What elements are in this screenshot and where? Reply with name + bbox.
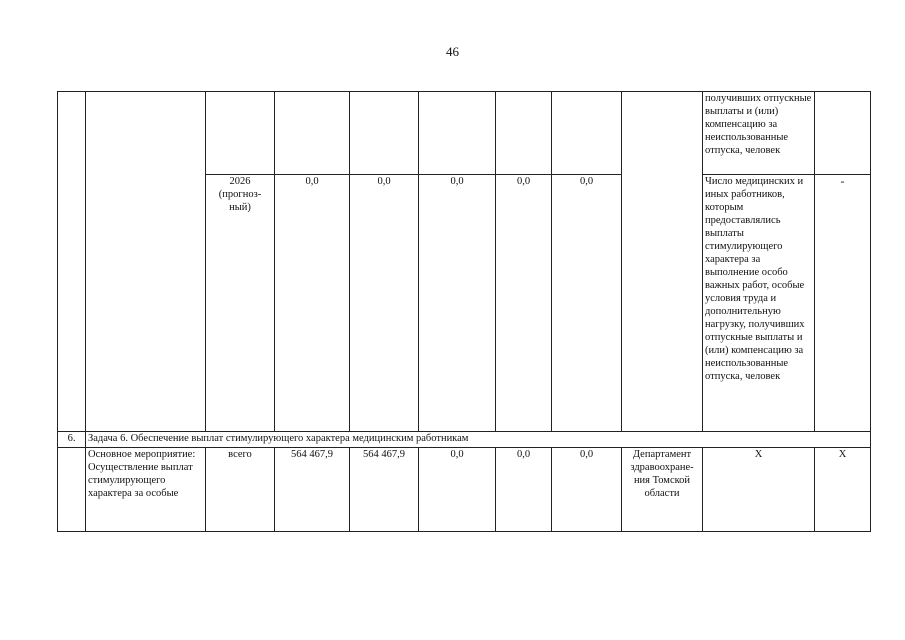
task-row: [58, 432, 871, 448]
target-cell: [815, 92, 871, 175]
executor-cell: Департамент здравоохране-ния Томской области: [622, 448, 703, 532]
page-number: 46: [446, 44, 459, 59]
target-cell: Х: [815, 448, 871, 532]
value-cell: [419, 92, 496, 175]
executor-cell: [622, 92, 703, 432]
row-number-cell: [58, 448, 86, 532]
value-cell: 0,0: [496, 448, 552, 532]
row-number-cell: [58, 92, 86, 432]
value-cell: 0,0: [552, 175, 622, 432]
value-cell: 564 467,9: [275, 448, 350, 532]
value-cell: [275, 92, 350, 175]
value-cell: 564 467,9: [350, 448, 419, 532]
value-cell: [350, 92, 419, 175]
value-cell: [496, 92, 552, 175]
value-cell: 0,0: [552, 448, 622, 532]
year-cell: [206, 92, 275, 175]
activity-name-cell: [86, 92, 206, 432]
indicator-cell: Число медицинских и иных работников, которым предоставлялись выплаты стимулирующего характера за выполнение особо важных работ, особые условия труда и дополнительную нагрузку, получивших отпускные выплаты и (или) компенсацию за неиспользованные отпуска, человек: [703, 175, 815, 432]
value-cell: 0,0: [419, 175, 496, 432]
table-row: [58, 92, 871, 175]
indicator-cell: получивших отпускные выплаты и (или) компенсацию за неиспользованные отпуска, человек: [703, 92, 815, 175]
value-cell: 0,0: [419, 448, 496, 532]
value-cell: 0,0: [350, 175, 419, 432]
task-title-cell: Задача 6. Обеспечение выплат стимулирующего характера медицинским работникам: [86, 432, 871, 448]
activity-name-cell: Основное мероприятие: Осуществление выплат стимулирующего характера за особые: [86, 448, 206, 532]
indicator-cell: Х: [703, 448, 815, 532]
value-cell: 0,0: [496, 175, 552, 432]
program-table: [57, 91, 871, 532]
target-cell: -: [815, 175, 871, 432]
value-cell: 0,0: [275, 175, 350, 432]
year-cell: 2026 (прогноз-ный): [206, 175, 275, 432]
task-number-cell: 6.: [58, 432, 86, 448]
value-cell: [552, 92, 622, 175]
year-cell: всего: [206, 448, 275, 532]
table-row: [58, 448, 871, 532]
